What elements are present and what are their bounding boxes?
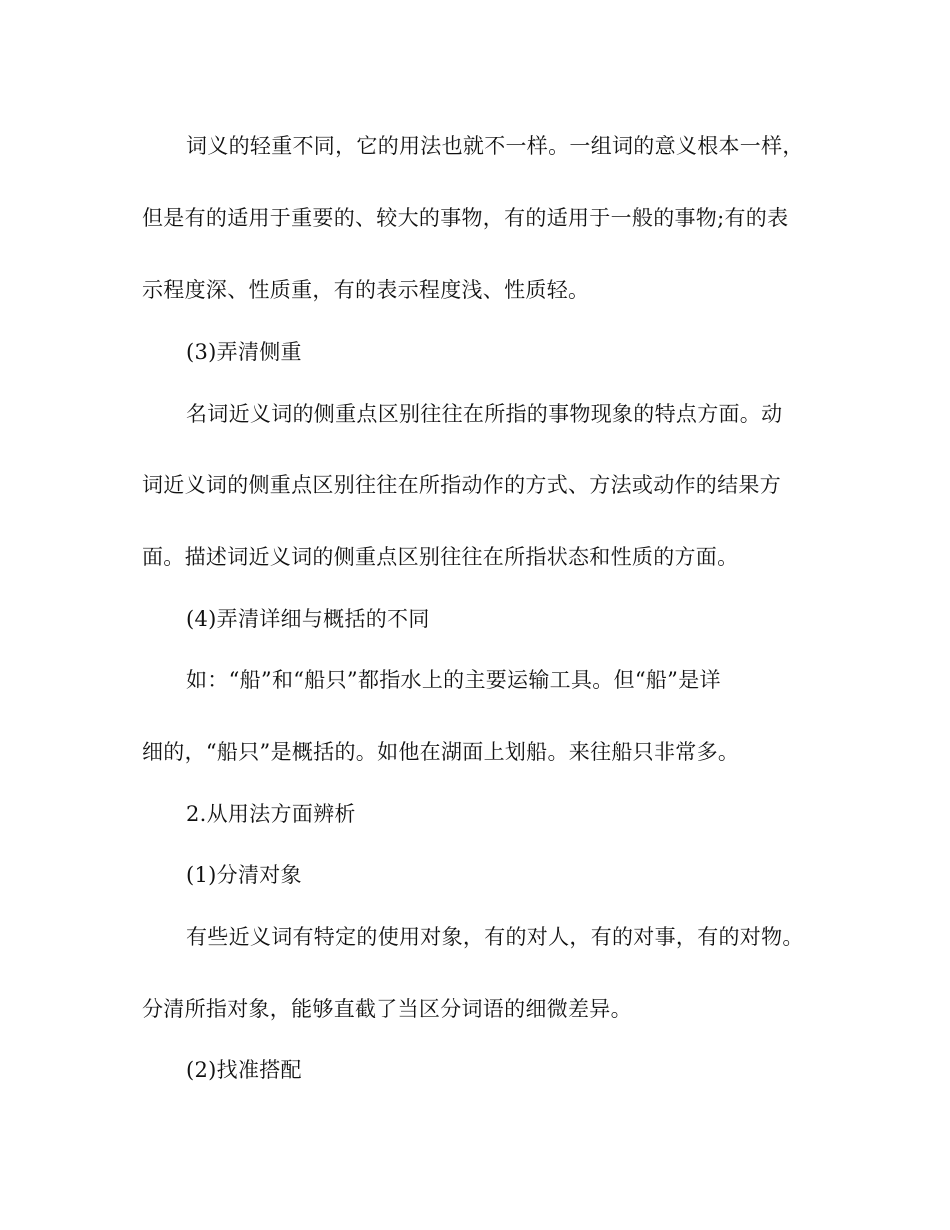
- paragraph-line-2: 但是有的适用于重要的、较大的事物，有的适用于一般的事物;有的表: [142, 206, 789, 230]
- paragraph-line-14: 分清所指对象，能够直截了当区分词语的细微差异。: [142, 997, 632, 1021]
- paragraph-line-6: 词近义词的侧重点区别往往在所指动作的方式、方法或动作的结果方: [142, 473, 781, 497]
- section-heading-4: (4)弄清详细与概括的不同: [186, 607, 430, 631]
- subsection-heading-2: (2)找准搭配: [186, 1058, 302, 1082]
- paragraph-line-13: 有些近义词有特定的使用对象，有的对人，有的对事，有的对物。: [186, 925, 804, 949]
- section-heading-3: (3)弄清侧重: [186, 340, 302, 364]
- section-heading-2: 2.从用法方面辨析: [186, 802, 356, 826]
- paragraph-line-10: 细的，“船只”是概括的。如他在湖面上划船。来往船只非常多。: [142, 740, 740, 764]
- paragraph-line-7: 面。描述词近义词的侧重点区别往往在所指状态和性质的方面。: [142, 545, 739, 569]
- paragraph-line-9: 如：“船”和“船只”都指水上的主要运输工具。但“船”是详: [186, 668, 721, 692]
- paragraph-line-5: 名词近义词的侧重点区别往往在所指的事物现象的特点方面。动: [186, 402, 783, 426]
- subsection-heading-1: (1)分清对象: [186, 863, 302, 887]
- paragraph-line-3: 示程度深、性质重，有的表示程度浅、性质轻。: [142, 278, 590, 302]
- paragraph-line-1: 词义的轻重不同，它的用法也就不一样。一组词的意义根本一样，: [186, 134, 804, 158]
